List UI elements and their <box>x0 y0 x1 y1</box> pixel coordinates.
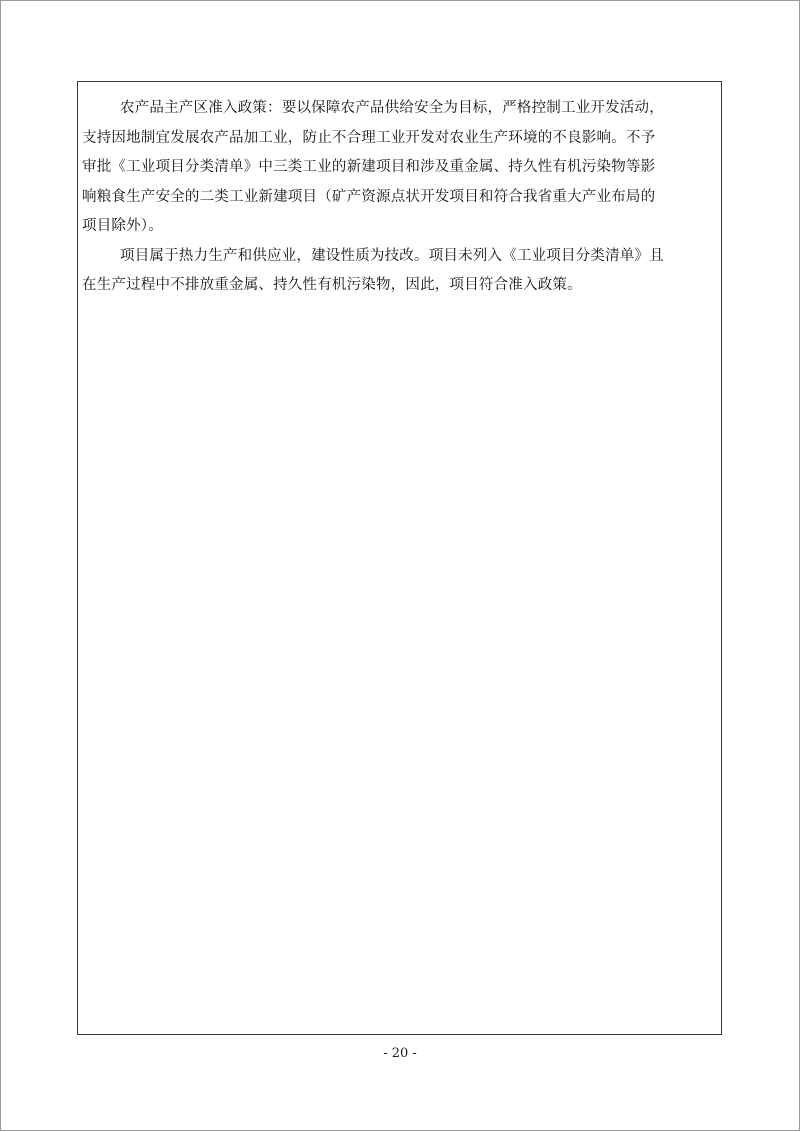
paragraph-admission-policy <box>82 94 718 242</box>
page-number: - 20 - <box>383 1046 417 1061</box>
text-line: 支持因地制宜发展农产品加工业，防止不合理工业开发对农业生产环境的不良影响。不予 <box>82 129 656 146</box>
text-line: 响粮食生产安全的二类工业新建项目（矿产资源点状开发项目和符合我省重大产业布局的 <box>82 188 656 205</box>
document-body <box>82 94 718 301</box>
text-line: 农产品主产区准入政策：要以保障农产品供给安全为目标，严格控制工业开发活动， <box>120 100 664 116</box>
text-line: 项目除外）。 <box>82 218 163 234</box>
text-line: 审批《工业项目分类清单》中三类工业的新建项目和涉及重金属、持久性有机污染物等影 <box>82 159 656 175</box>
text-line: 项目属于热力生产和供应业，建设性质为技改。项目未列入《工业项目分类清单》且 <box>120 247 664 264</box>
paragraph-project-compliance <box>82 242 718 301</box>
text-line: 在生产过程中不排放重金属、持久性有机污染物，因此，项目符合准入政策。 <box>82 277 582 293</box>
